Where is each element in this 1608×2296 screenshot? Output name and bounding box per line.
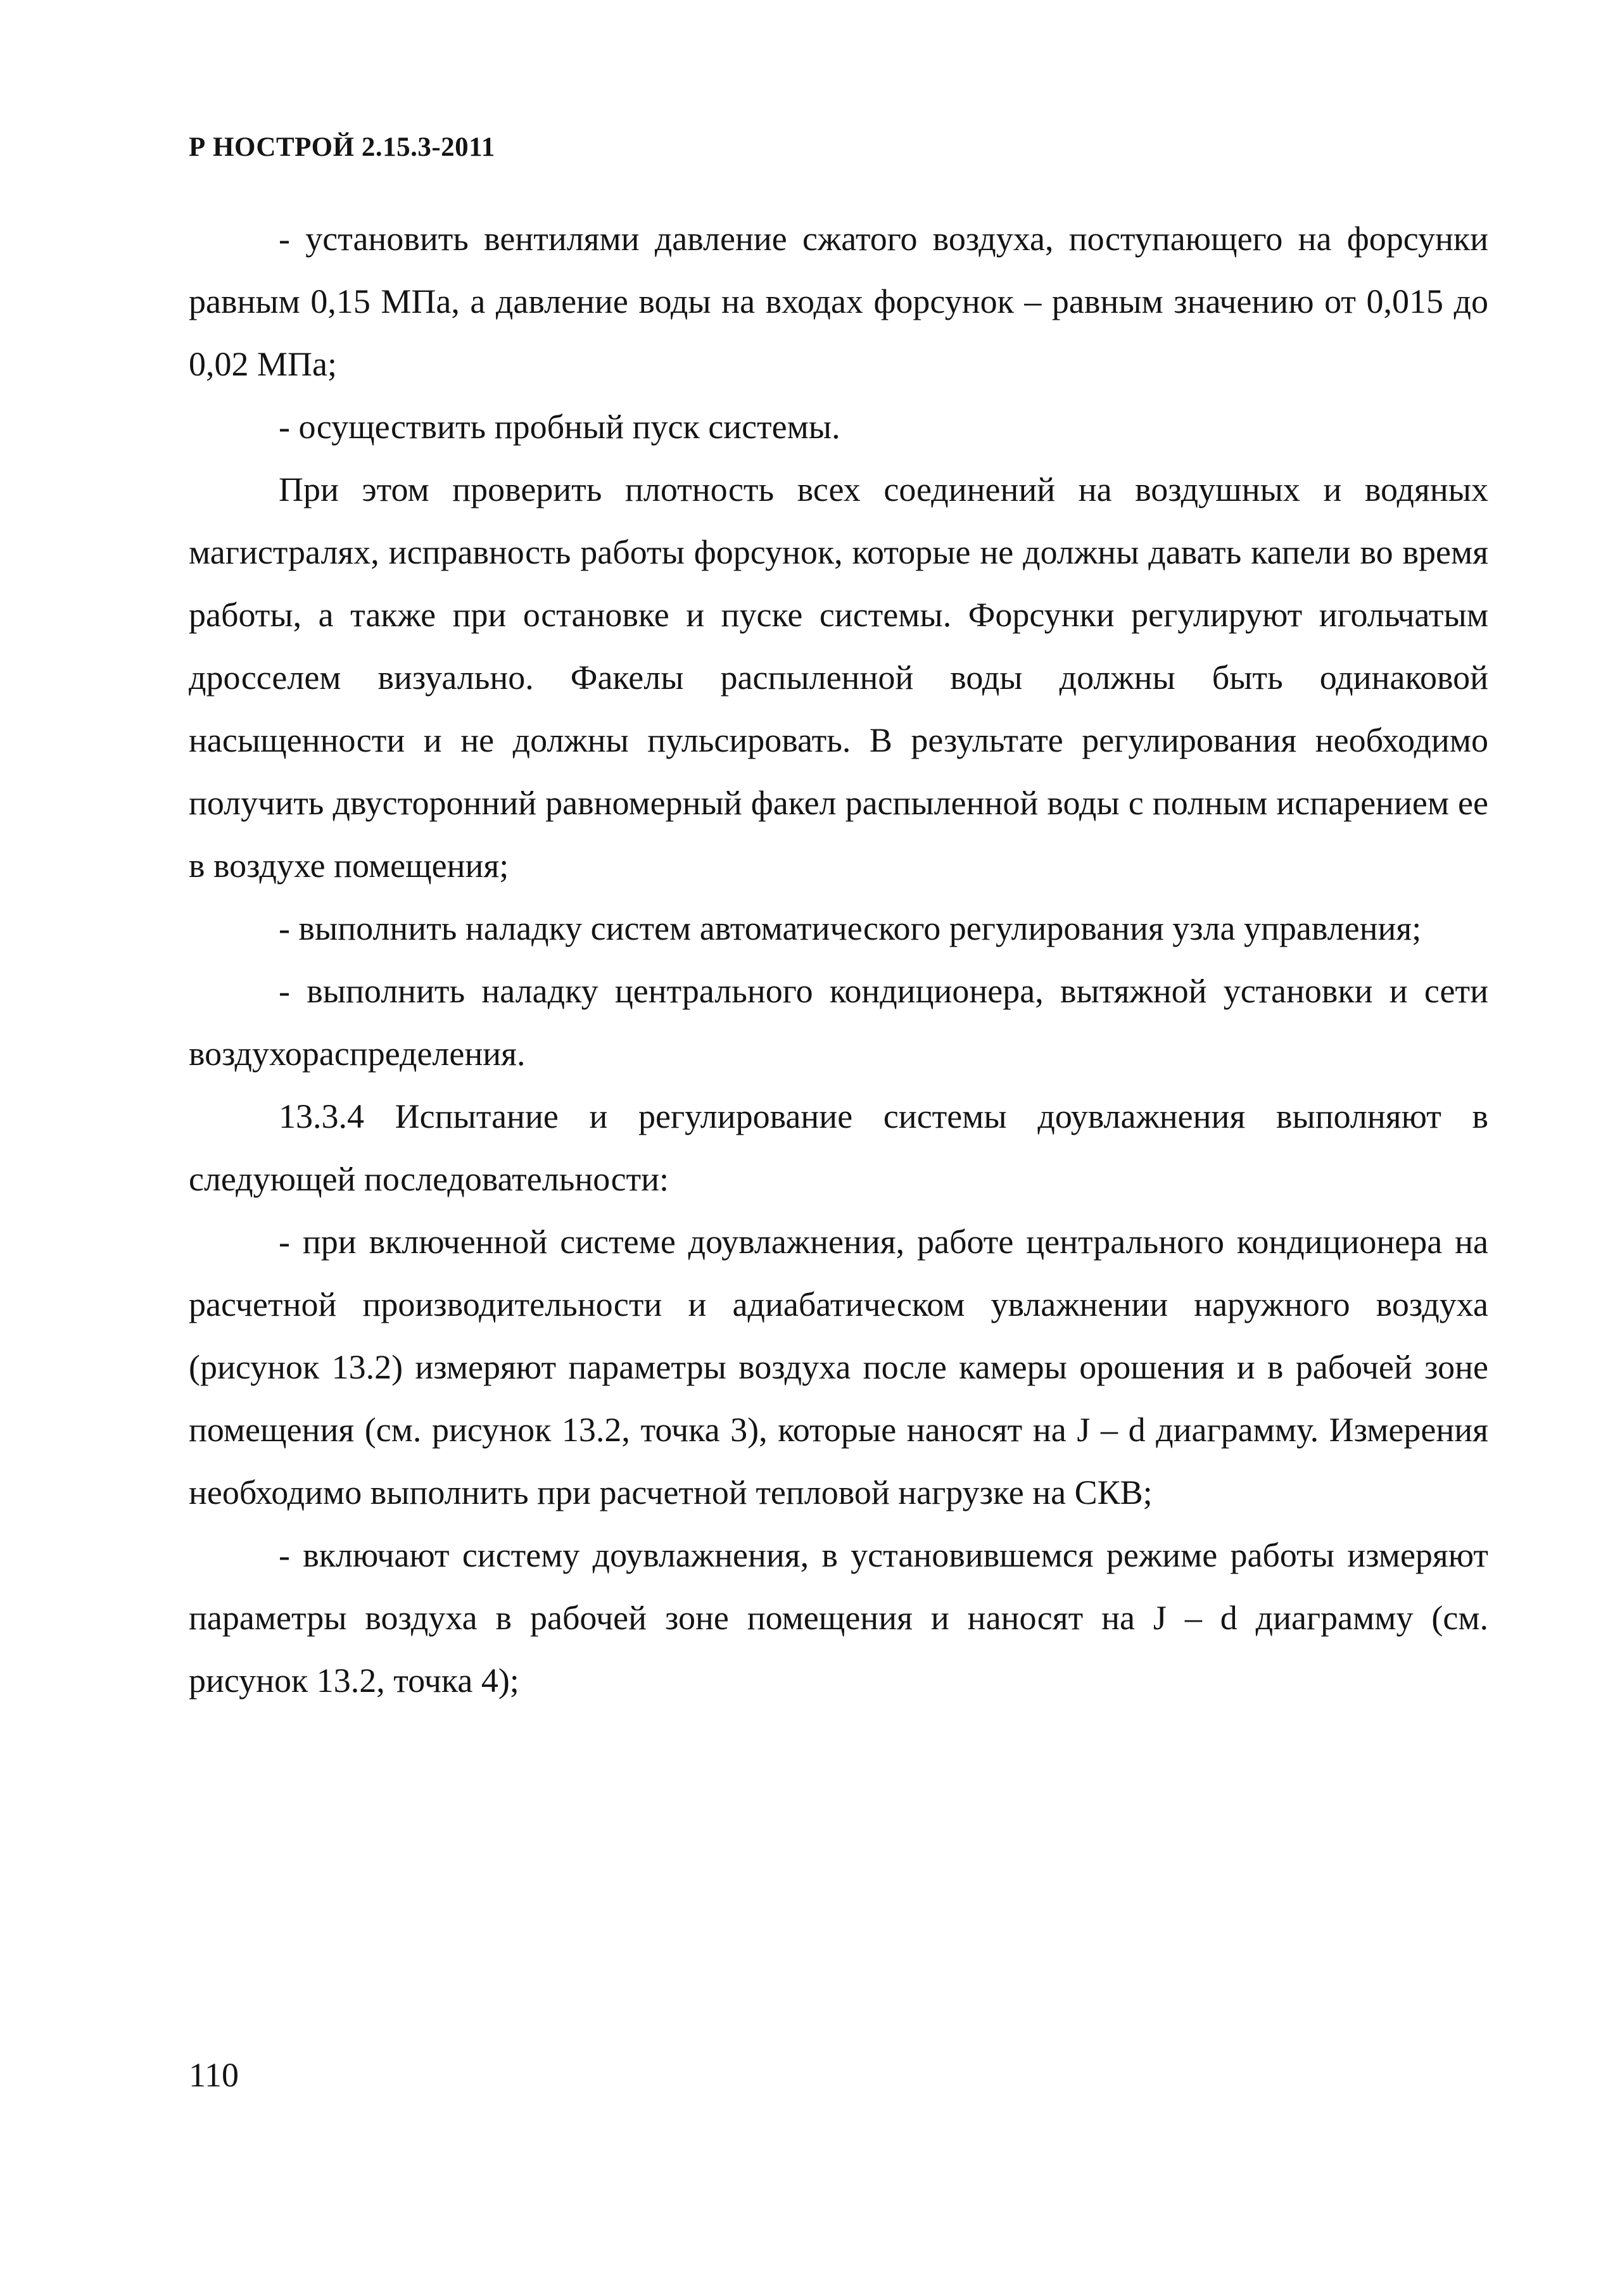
paragraph: - при включенной системе доувлажнения, работе центрального кондиционера на расчетной производительности и адиабатическом увлажнении наружного воздуха (рисунок 13.2) измеряют параметры воздуха после камеры орошения и в рабочей зоне помещения (см. рисунок 13.2, точка 3), которые наносят на J – d диаграмму. Измерения необходимо выполнить при расчетной тепловой нагрузке на СКВ; [189, 1223, 1488, 1511]
paragraph: - включают систему доувлажнения, в установившемся режиме работы измеряют параметры воздуха в рабочей зоне помещения и наносят на J – d диаграмму (см. рисунок 13.2, точка 4); [189, 1536, 1488, 1700]
paragraph: 13.3.4 Испытание и регулирование системы доувлажнения выполняют в следующей последовательности: [189, 1097, 1488, 1198]
paragraph: При этом проверить плотность всех соединений на воздушных и водяных магистралях, исправность работы форсунок, которые не должны давать капели во время работы, а также при остановке и пуске системы. Форсунки регулируют игольчатым дросселем визуально. Факелы распыленной воды должны быть одинаковой насыщенности и не должны пульсировать. В результате регулирования необходимо получить двусторонний равномерный факел распыленной воды с полным испарением ее в воздухе помещения; [189, 470, 1488, 885]
body-text [189, 208, 1488, 1712]
paragraph: - установить вентилями давление сжатого воздуха, поступающего на форсунки равным 0,15 МПа, а давление воды на входах форсунок – равным значению от 0,015 до 0,02 МПа; [189, 220, 1488, 383]
paragraph: - выполнить наладку центрального кондиционера, вытяжной установки и сети воздухораспределения. [189, 972, 1488, 1073]
page-number: 110 [189, 2056, 239, 2094]
paragraph: - выполнить наладку систем автоматического регулирования узла управления; [279, 909, 1422, 947]
paragraph: - осуществить пробный пуск системы. [279, 408, 840, 446]
document-header: Р НОСТРОЙ 2.15.3-2011 [189, 132, 495, 162]
